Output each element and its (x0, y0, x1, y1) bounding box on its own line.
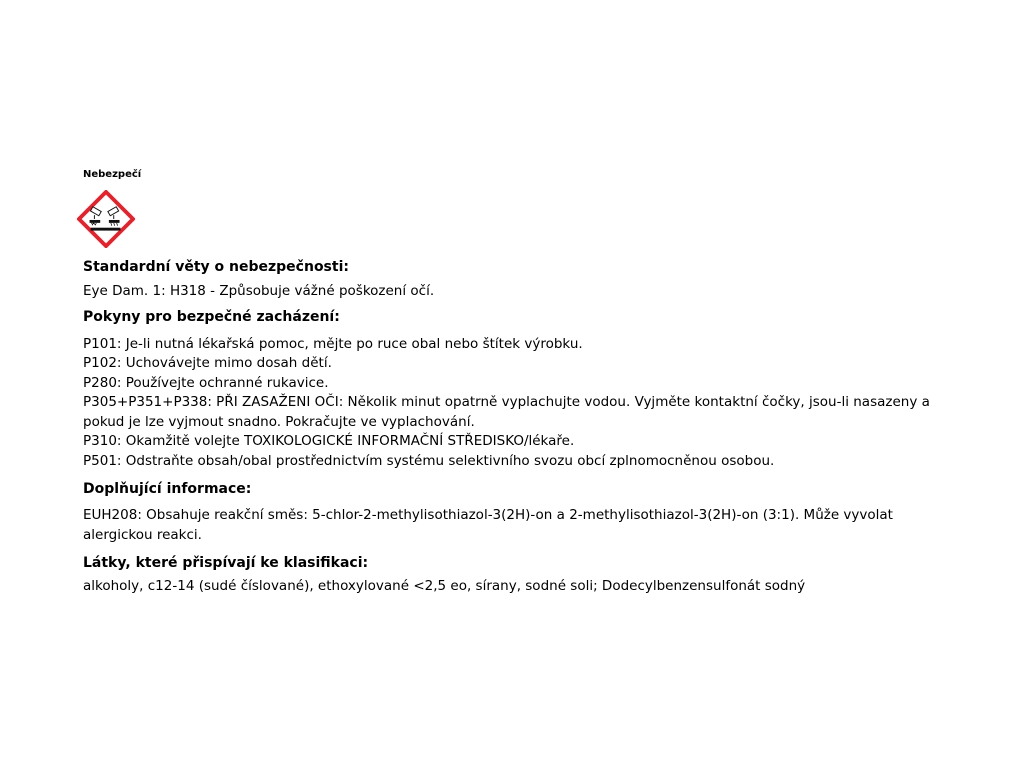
safety-label (83, 168, 963, 597)
precautionary-statements-list (83, 335, 963, 472)
supplementary-information-text: EUH208: Obsahuje reakční směs: 5-chlor-2-methylisothiazol-3(2H)-on a 2-methylisothiazol-3(2H)-on (3:1). Může vyvolat alergickou reakci. (83, 507, 893, 543)
precautionary-statement-p310: P310: Okamžitě volejte TOXIKOLOGICKÉ INFORMAČNÍ STŘEDISKO/lékaře. (83, 433, 575, 449)
corrosion-ghs05-icon (77, 190, 135, 248)
classification-substances-text: alkoholy, c12-14 (sudé číslované), ethoxylované <2,5 eo, sírany, sodné soli; Dodecylbenzensulfonát sodný (83, 578, 806, 594)
precautionary-statement-p102: P102: Uchovávejte mimo dosah dětí. (83, 355, 332, 371)
hazard-statements-heading: Standardní věty o nebezpečnosti: (83, 259, 349, 275)
precautionary-statement-p305-p351-p338: P305+P351+P338: PŘI ZASAŽENI OČI: Několik minut opatrně vyplachujte vodou. Vyjměte kontaktní čočky, jsou-li nasazeny a pokud je lze vyjmout snadno. Pokračujte ve vyplachování. (83, 394, 930, 430)
hazard-statement: Eye Dam. 1: H318 - Způsobuje vážné poškození očí. (83, 283, 435, 299)
precautionary-statements-heading: Pokyny pro bezpečné zacházení: (83, 308, 340, 325)
precautionary-statement-p501: P501: Odstraňte obsah/obal prostřednictvím systému selektivního svozu obcí zplnomocněnou osobou. (83, 452, 775, 469)
classification-substances-heading: Látky, které přispívají ke klasifikaci: (83, 555, 369, 571)
signal-word: Nebezpečí (83, 169, 142, 180)
precautionary-statement-p280: P280: Používejte ochranné rukavice. (83, 374, 329, 391)
precautionary-statement-p101: P101: Je-li nutná lékařská pomoc, mějte po ruce obal nebo štítek výrobku. (83, 335, 583, 352)
supplementary-information-heading: Doplňující informace: (83, 481, 252, 497)
